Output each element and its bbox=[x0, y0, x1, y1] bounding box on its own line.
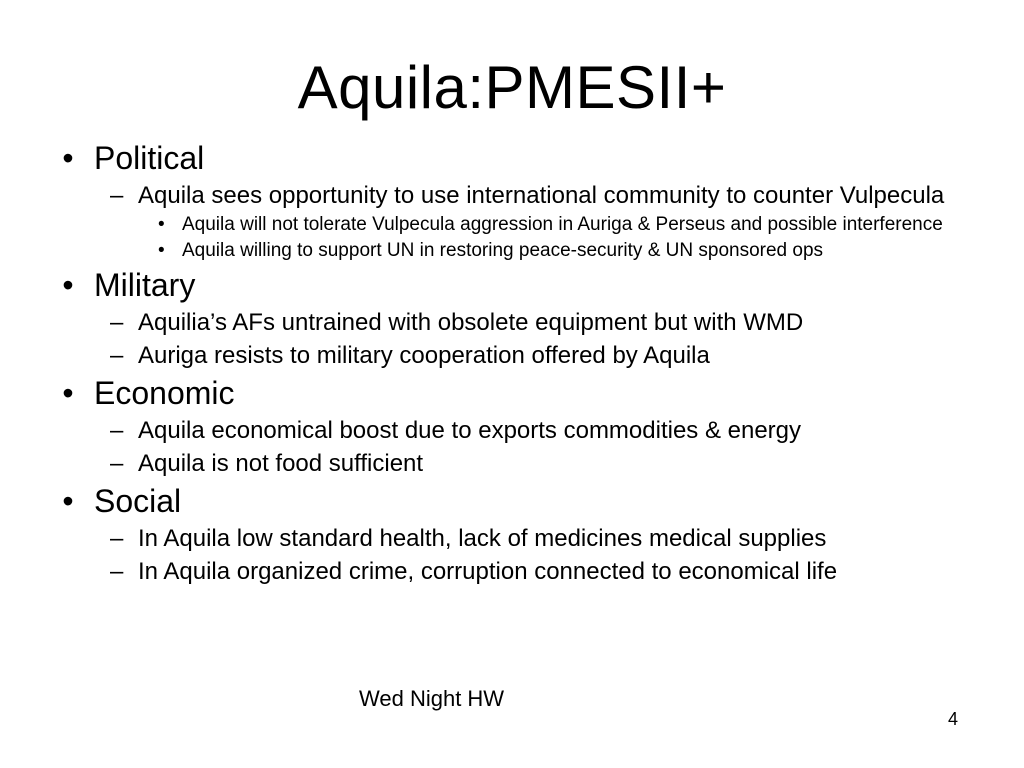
bullet-social bbox=[56, 483, 976, 519]
bullet-political bbox=[56, 140, 976, 176]
sub-bullet bbox=[56, 309, 976, 336]
bullet-marker: • bbox=[158, 240, 165, 261]
dash-marker: – bbox=[110, 417, 124, 444]
sub-bullet-text: In Aquila organized crime, corruption connected to economical life bbox=[138, 558, 838, 585]
dash-marker: – bbox=[110, 525, 124, 552]
sub-bullet-text: Aquila is not food sufficient bbox=[138, 450, 424, 477]
sub-bullet-text: Aquilia’s AFs untrained with obsolete equipment but with WMD bbox=[138, 309, 804, 336]
dash-marker: – bbox=[110, 342, 124, 369]
sub-bullet bbox=[56, 417, 976, 444]
sub-bullet bbox=[56, 182, 976, 209]
bullet-marker: • bbox=[62, 483, 74, 519]
bullet-heading-economic: Economic bbox=[94, 375, 235, 411]
sub-bullet-text: Aquila economical boost due to exports commodities & energy bbox=[138, 417, 802, 444]
slide-title: Aquila:PMESII+ bbox=[297, 54, 727, 121]
sub-bullet-text: Aquila sees opportunity to use international community to counter Vulpecula bbox=[138, 182, 945, 209]
bullet-military bbox=[56, 267, 976, 303]
dash-marker: – bbox=[110, 309, 124, 336]
sub-bullet bbox=[56, 342, 976, 369]
sub-bullet-text: In Aquila low standard health, lack of medicines medical supplies bbox=[138, 525, 827, 552]
dash-marker: – bbox=[110, 182, 124, 209]
dash-marker: – bbox=[110, 450, 124, 477]
bullet-heading-political: Political bbox=[94, 140, 205, 176]
sub-sub-bullet-text: Aquila will not tolerate Vulpecula aggression in Auriga & Perseus and possible interference bbox=[182, 214, 943, 235]
slide-footer: Wed Night HW bbox=[359, 686, 505, 711]
bullet-heading-military: Military bbox=[94, 267, 196, 303]
sub-bullet bbox=[56, 525, 976, 552]
sub-bullet-text: Auriga resists to military cooperation offered by Aquila bbox=[138, 342, 710, 369]
sub-sub-bullet-text: Aquila willing to support UN in restoring peace-security & UN sponsored ops bbox=[182, 240, 824, 261]
bullet-marker: • bbox=[158, 214, 165, 235]
sub-sub-bullet bbox=[56, 214, 976, 235]
bullet-heading-social: Social bbox=[94, 483, 182, 519]
page-number: 4 bbox=[948, 709, 959, 729]
bullet-marker: • bbox=[62, 267, 74, 303]
sub-bullet bbox=[56, 558, 976, 585]
sub-bullet bbox=[56, 450, 976, 477]
bullet-economic bbox=[56, 375, 976, 411]
slide-body bbox=[56, 140, 976, 585]
bullet-marker: • bbox=[62, 140, 74, 176]
bullet-marker: • bbox=[62, 375, 74, 411]
sub-sub-bullet bbox=[56, 240, 976, 261]
dash-marker: – bbox=[110, 558, 124, 585]
